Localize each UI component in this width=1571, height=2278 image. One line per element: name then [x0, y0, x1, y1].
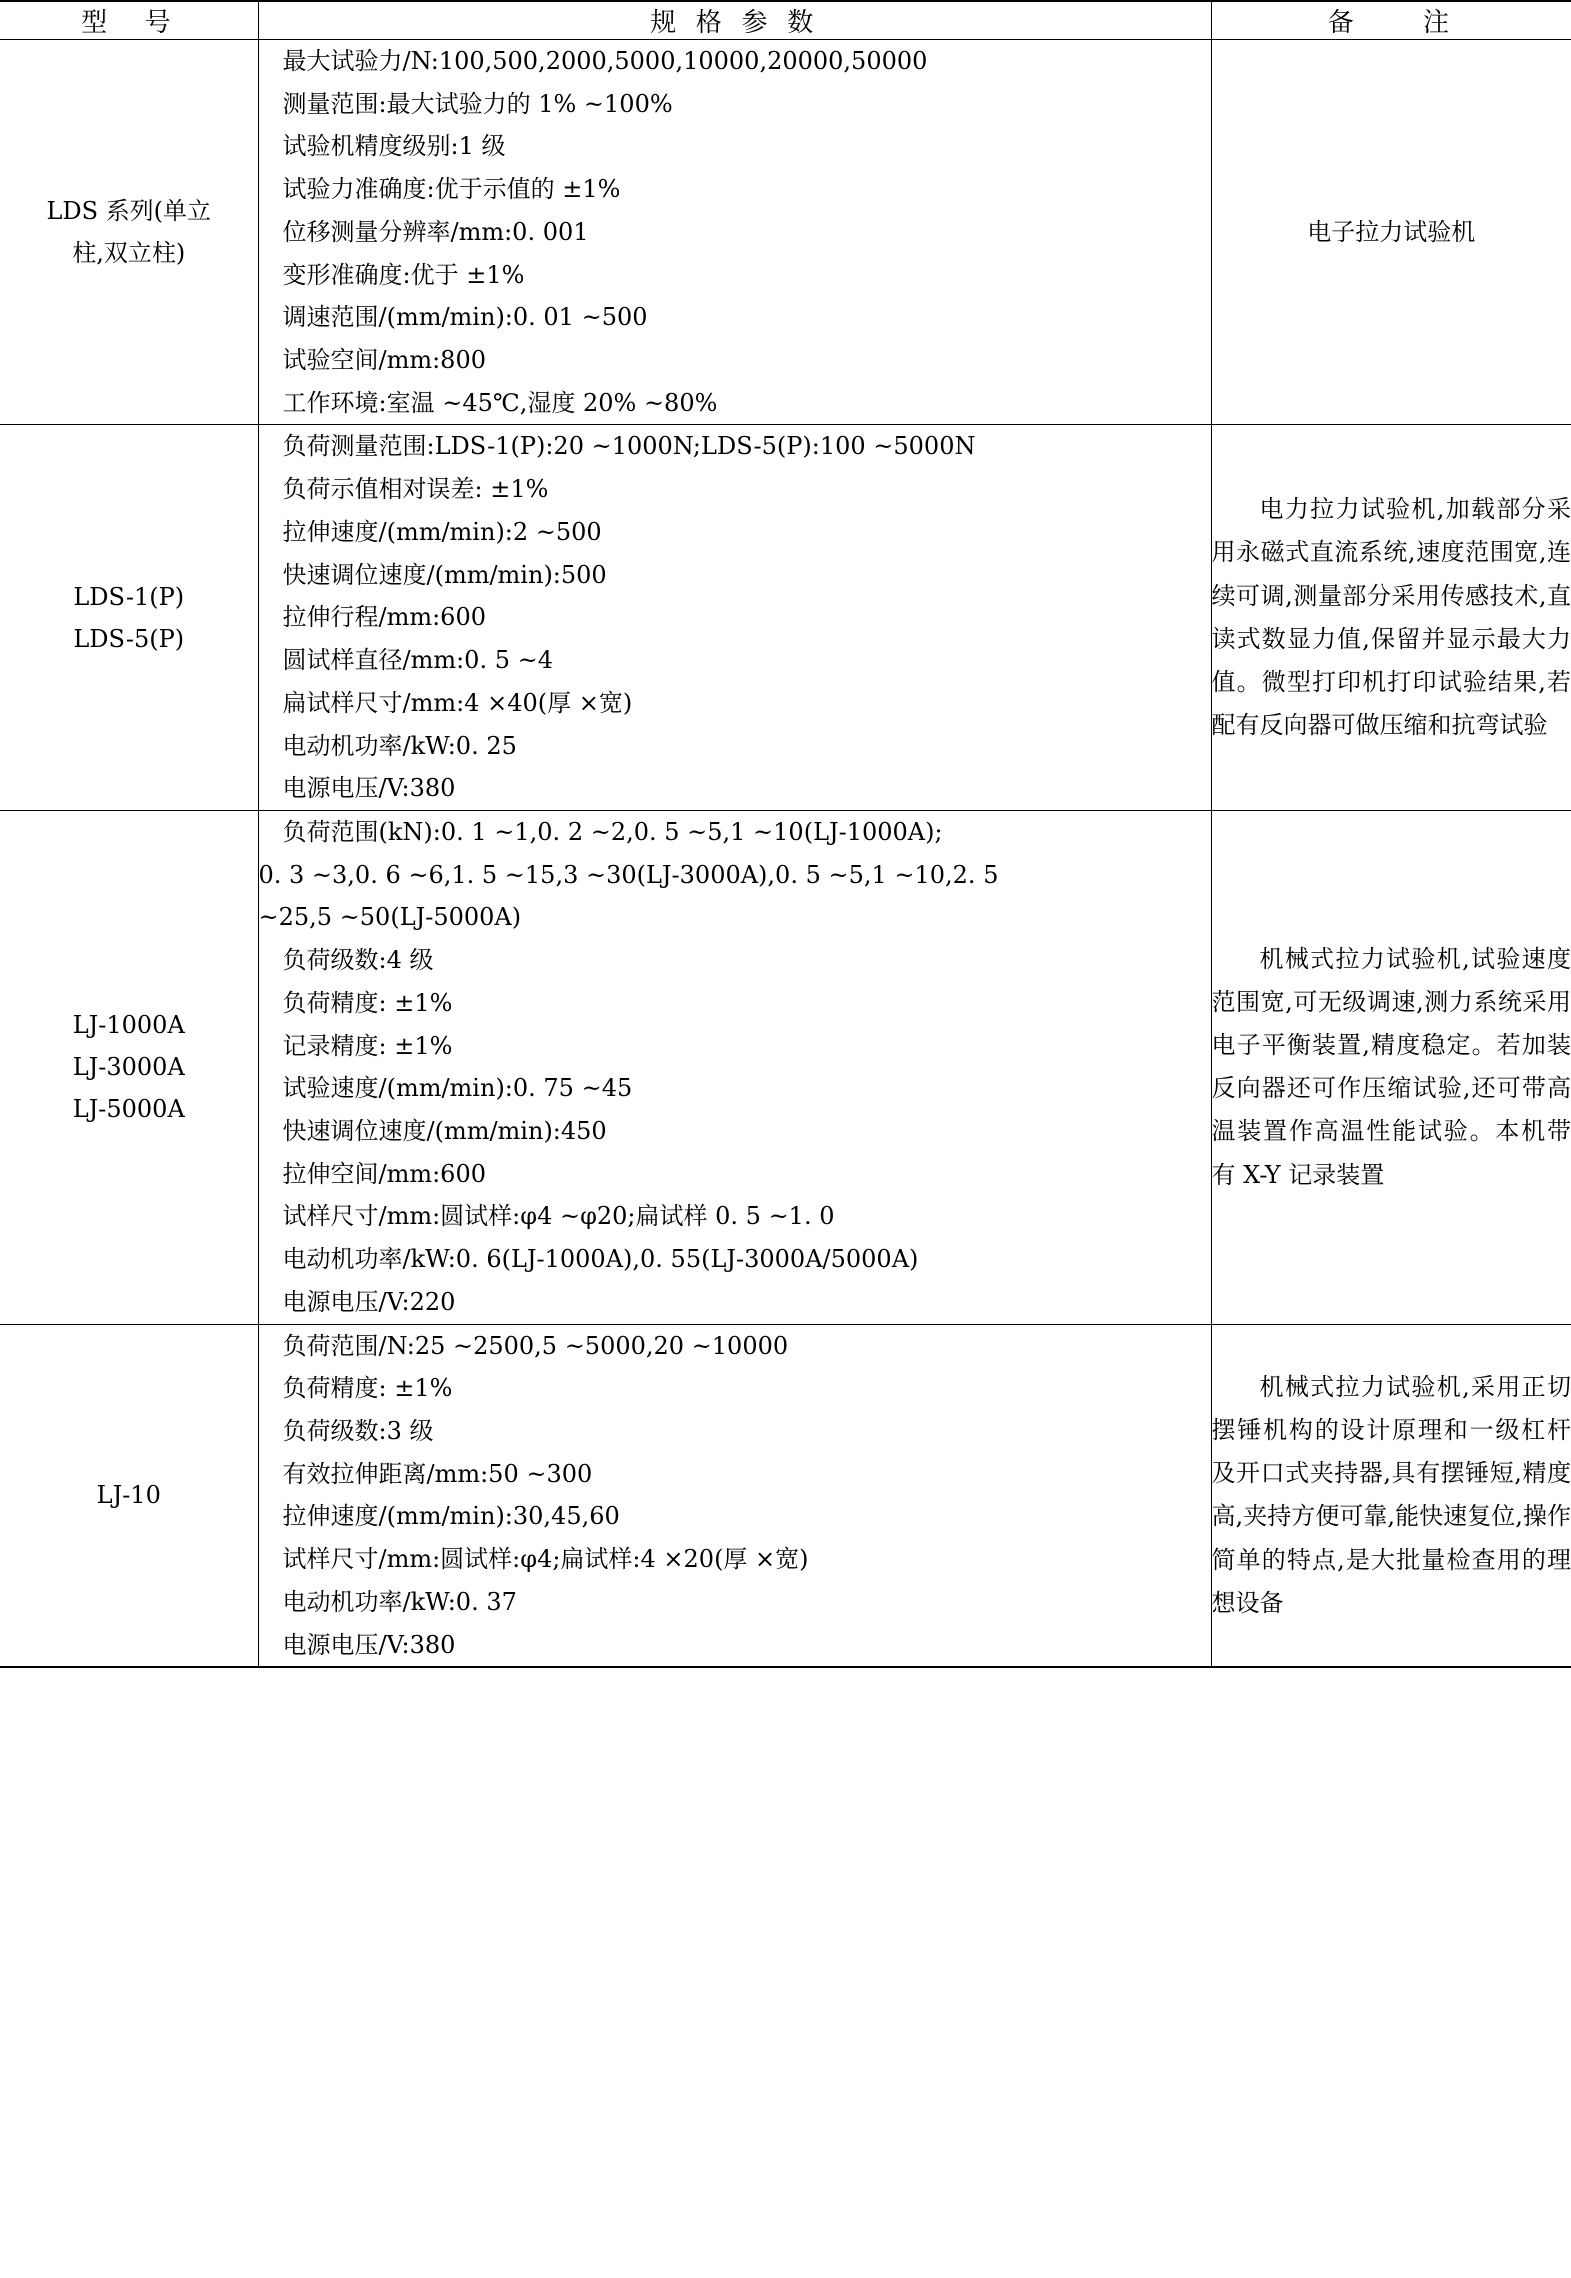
spec-cell	[258, 40, 1211, 425]
spec-line: 试样尺寸/mm:圆试样:φ4 ~φ20;扁试样 0. 5 ~1. 0	[282, 1202, 835, 1231]
spec-line: 工作环境:室温 ~45℃,湿度 20% ~80%	[282, 388, 718, 417]
model-line: LDS-5(P)	[73, 624, 185, 653]
model-cell	[0, 1324, 258, 1667]
spec-line: ~25,5 ~50(LJ-5000A)	[258, 903, 522, 932]
remark-cell	[1211, 40, 1571, 425]
spec-line: 电源电压/V:220	[282, 1287, 456, 1316]
spec-line: 变形准确度:优于 ±1%	[282, 260, 525, 289]
spec-line: 扁试样尺寸/mm:4 ×40(厚 ×宽)	[282, 688, 633, 717]
spec-line: 电源电压/V:380	[282, 1630, 456, 1659]
spec-line: 电动机功率/kW:0. 37	[282, 1587, 517, 1616]
spec-line: 负荷精度: ±1%	[282, 988, 453, 1017]
table-row	[0, 1324, 1571, 1667]
spec-line: 试验空间/mm:800	[282, 346, 486, 375]
spec-line: 拉伸速度/(mm/min):30,45,60	[282, 1502, 620, 1531]
spec-line: 0. 3 ~3,0. 6 ~6,1. 5 ~15,3 ~30(LJ-3000A),0. 5 ~5,1 ~10,2. 5	[258, 860, 999, 889]
spec-line: 试验力准确度:优于示值的 ±1%	[282, 175, 621, 204]
spec-line: 快速调位速度/(mm/min):500	[282, 560, 607, 589]
spec-line: 调速范围/(mm/min):0. 01 ~500	[282, 303, 648, 332]
header-remark: 备 注	[1211, 1, 1571, 40]
spec-line: 拉伸行程/mm:600	[282, 603, 486, 632]
model-cell	[0, 40, 258, 425]
spec-line: 电源电压/V:380	[282, 774, 456, 803]
remark-text: 机械式拉力试验机,试验速度范围宽,可无级调速,测力系统采用电子平衡装置,精度稳定。若加装反向器还可作压缩试验,还可带高温装置作高温性能试验。本机带有 X-Y 记录装置	[1211, 944, 1571, 1189]
spec-line: 负荷精度: ±1%	[282, 1374, 453, 1403]
spec-line: 试验机精度级别:1 级	[282, 132, 506, 161]
spec-line: 记录精度: ±1%	[282, 1031, 453, 1060]
model-line: LJ-5000A	[72, 1095, 185, 1124]
spec-line: 电动机功率/kW:0. 6(LJ-1000A),0. 55(LJ-3000A/5000A)	[282, 1245, 919, 1274]
remark-cell	[1211, 1324, 1571, 1667]
spec-line: 试验速度/(mm/min):0. 75 ~45	[282, 1074, 633, 1103]
remark-cell	[1211, 810, 1571, 1324]
header-spec: 规 格 参 数	[258, 1, 1211, 40]
model-line: 柱,双立柱)	[72, 239, 186, 268]
spec-line: 试样尺寸/mm:圆试样:φ4;扁试样:4 ×20(厚 ×宽)	[282, 1545, 809, 1574]
remark-text: 电力拉力试验机,加载部分采用永磁式直流系统,速度范围宽,连续可调,测量部分采用传感技术,直读式数显力值,保留并显示最大力值。微型打印机打印试验结果,若配有反向器可做压缩和抗弯试验	[1211, 495, 1571, 740]
model-line: LDS 系列(单立	[46, 197, 212, 226]
spec-line: 拉伸空间/mm:600	[282, 1159, 486, 1188]
spec-line: 负荷范围/N:25 ~2500,5 ~5000,20 ~10000	[282, 1331, 789, 1360]
spec-line: 负荷示值相对误差: ±1%	[282, 475, 549, 504]
spec-cell	[258, 1324, 1211, 1667]
remark-text: 电子拉力试验机	[1307, 217, 1476, 246]
table-row	[0, 425, 1571, 810]
remark-text: 机械式拉力试验机,采用正切摆锤机构的设计原理和一级杠杆及开口式夹持器,具有摆锤短,精度高,夹持方便可靠,能快速复位,操作简单的特点,是大批量检查用的理想设备	[1211, 1372, 1571, 1617]
model-cell	[0, 810, 258, 1324]
spec-line: 有效拉伸距离/mm:50 ~300	[282, 1459, 593, 1488]
remark-cell	[1211, 425, 1571, 810]
spec-line: 快速调位速度/(mm/min):450	[282, 1116, 607, 1145]
model-line: LJ-1000A	[72, 1011, 185, 1040]
table-header-row	[0, 1, 1571, 40]
spec-line: 测量范围:最大试验力的 1% ~100%	[282, 89, 673, 118]
spec-cell	[258, 425, 1211, 810]
header-model: 型 号	[0, 1, 258, 40]
spec-line: 电动机功率/kW:0. 25	[282, 731, 517, 760]
spec-line: 圆试样直径/mm:0. 5 ~4	[282, 646, 553, 675]
spec-line: 负荷级数:3 级	[282, 1417, 434, 1445]
spec-line: 负荷测量范围:LDS-1(P):20 ~1000N;LDS-5(P):100 ~5000N	[282, 432, 976, 461]
spec-line: 最大试验力/N:100,500,2000,5000,10000,20000,50000	[282, 47, 928, 75]
spec-line: 拉伸速度/(mm/min):2 ~500	[282, 517, 602, 546]
model-cell	[0, 425, 258, 810]
model-line: LJ-3000A	[72, 1053, 185, 1082]
spec-cell	[258, 810, 1211, 1324]
spec-line: 负荷级数:4 级	[282, 946, 434, 975]
table-row	[0, 810, 1571, 1324]
spec-line: 位移测量分辨率/mm:0. 001	[282, 217, 589, 246]
model-line: LDS-1(P)	[73, 582, 185, 611]
table-row	[0, 40, 1571, 425]
spec-line: 负荷范围(kN):0. 1 ~1,0. 2 ~2,0. 5 ~5,1 ~10(LJ-1000A);	[282, 817, 943, 846]
model-line: LJ-10	[96, 1481, 161, 1510]
